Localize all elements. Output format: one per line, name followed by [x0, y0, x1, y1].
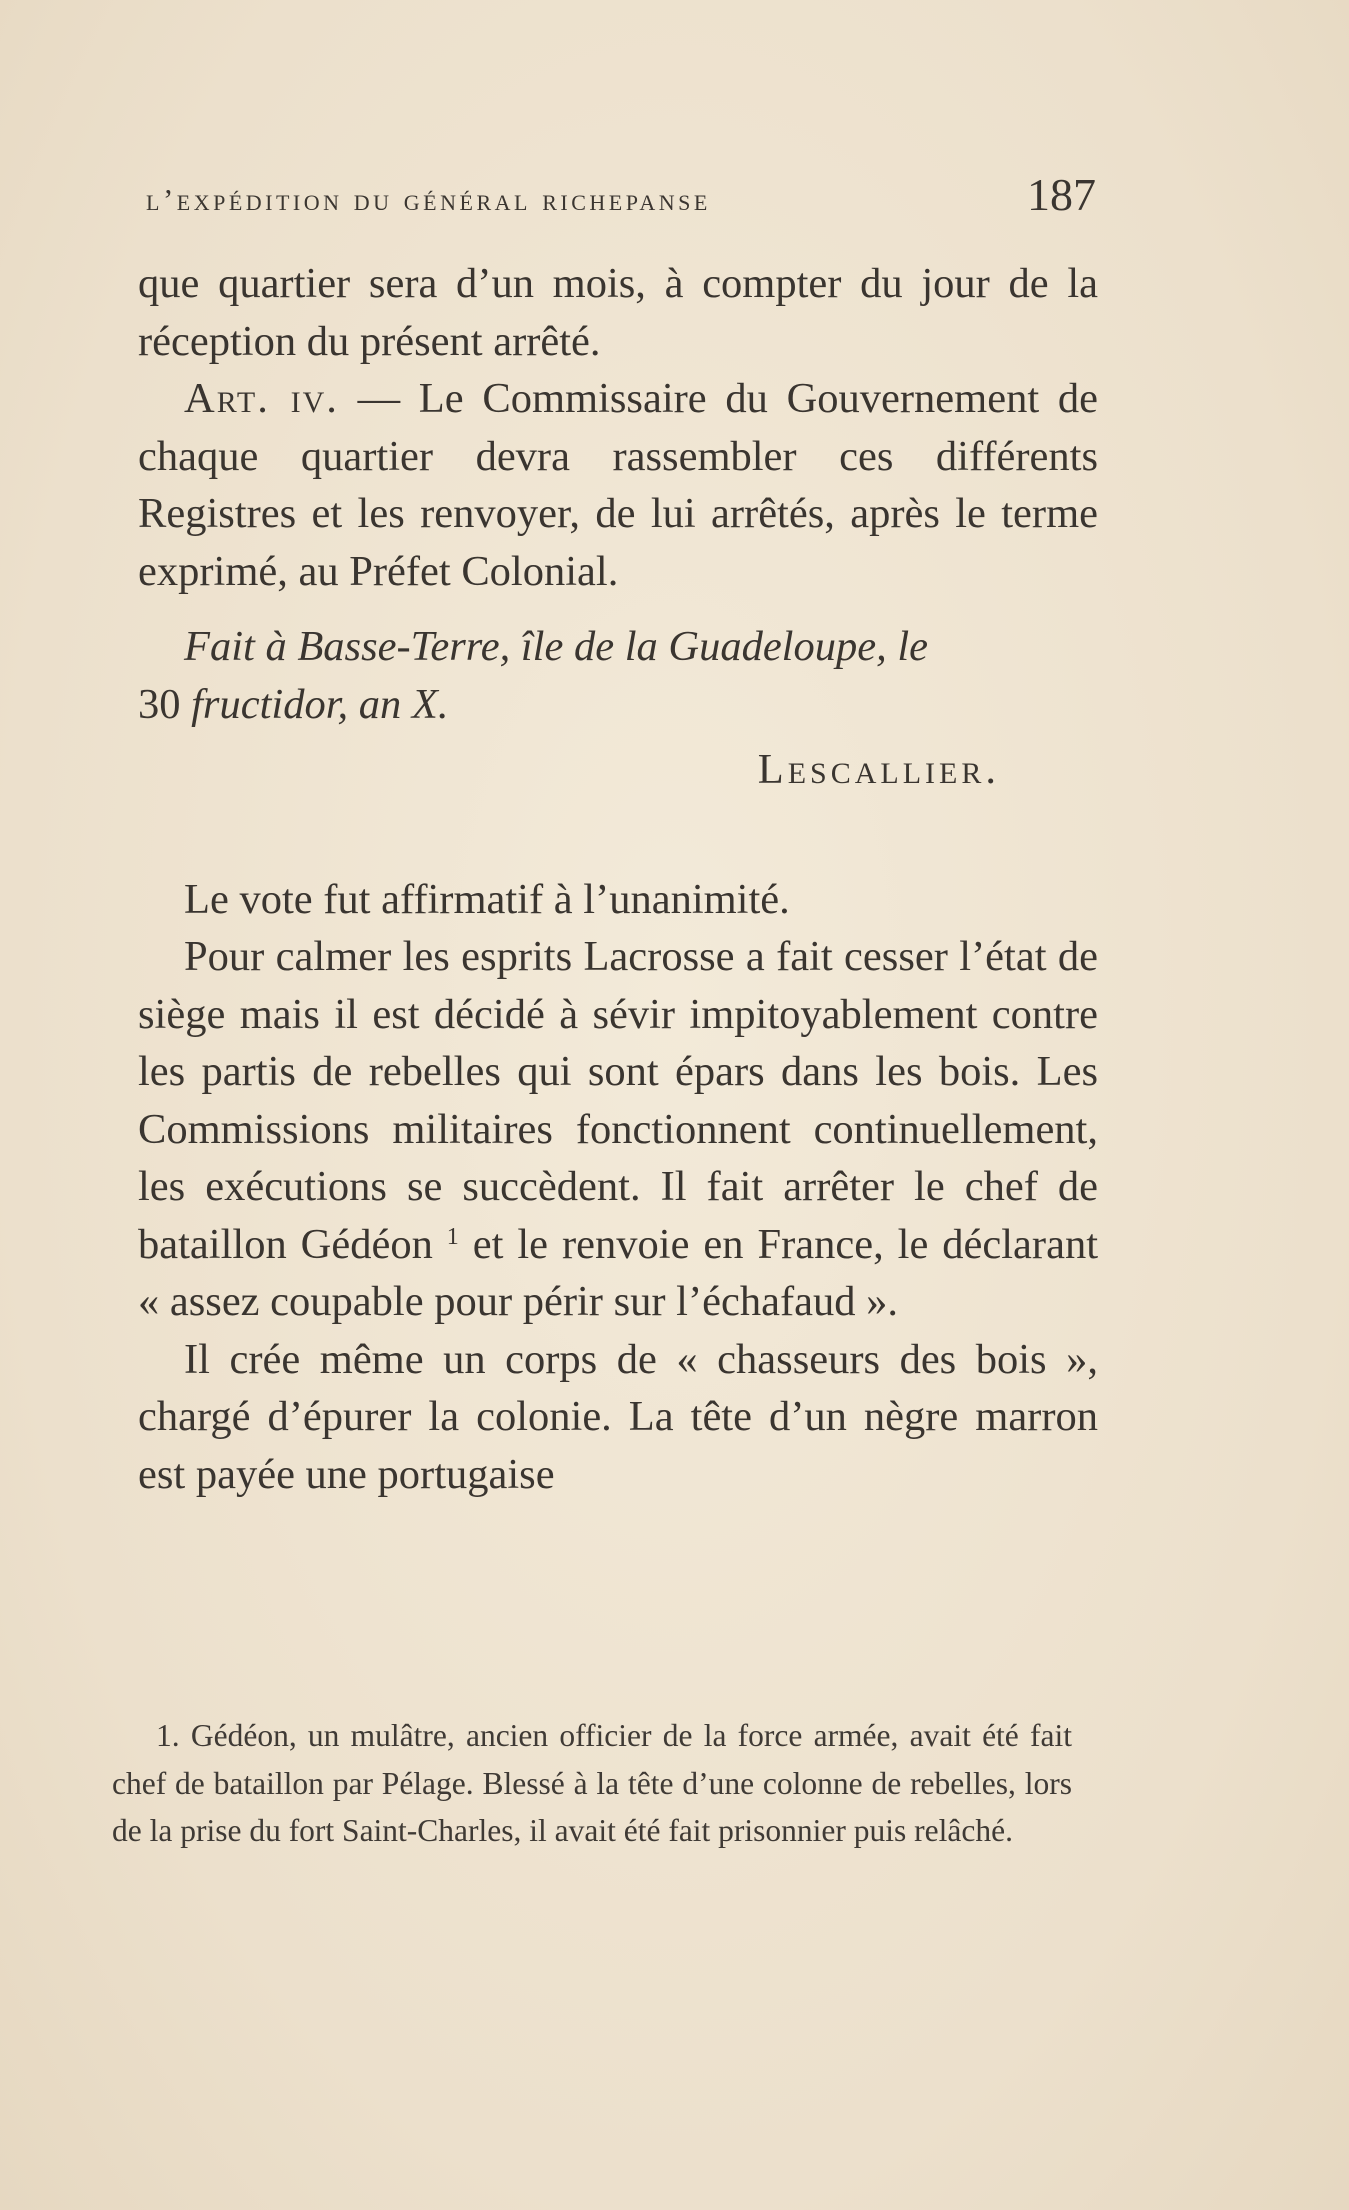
article-iv — [138, 370, 1098, 600]
paragraph-lacrosse — [138, 928, 1098, 1331]
paragraph-vote: Le vote fut affirmatif à l’unanimité. — [184, 875, 790, 923]
article-heading: Art. iv. — [184, 375, 339, 422]
paragraph-lacrosse-tail: et le renvoie en France, le déclarant « assez coupable pour périr sur l’échafaud ». — [138, 1220, 1098, 1325]
footnote-1: 1. Gédéon, un mulâtre, ancien officier de la force armée, avait été fait chef de bataillon par Pélage. Blessé à la tête d’une colonne de rebelles, lors de la prise du fort Saint-Charles, il avait été fait prisonnier puis relâché. — [112, 1718, 1072, 1848]
paragraph-lacrosse-text: Pour calmer les esprits Lacrosse a fait cesser l’état de siège mais il est décidé à sévir impitoyablement contre les partis de rebelles qui sont épars dans les bois. Les Commissions militaires fonctionnent continuellement, les exécutions se succèdent. Il fait arrêter le chef de bataillon Gédéon — [138, 933, 1098, 1268]
signature: Lescallier. — [757, 746, 1000, 793]
paragraph-chasseurs: Il crée même un corps de « chasseurs des bois », chargé d’épurer la colonie. La tête d’un nègre marron est payée une portugaise — [138, 1335, 1098, 1498]
paragraph-continuation: que quartier sera d’un mois, à compter du jour de la réception du présent arrêté. — [138, 260, 1098, 365]
dateline-date: fructidor, an X. — [180, 680, 449, 728]
page-header — [146, 168, 1096, 238]
article-text: — Le Commissaire du Gouvernement de chaque quartier devra rassembler ces différents Registres et les renvoyer, de lui arrêtés, après le terme exprimé, au Préfet Colonial. — [138, 375, 1098, 595]
page-number: 187 — [1027, 169, 1096, 220]
dateline-day: 30 — [138, 680, 181, 728]
main-text — [138, 255, 1098, 1503]
dateline-place: Fait à Basse-Terre, île de la Guadeloupe, le — [184, 623, 929, 670]
dateline — [138, 618, 1098, 733]
footnotes — [112, 1712, 1072, 1855]
running-head: l’expédition du général richepanse — [146, 182, 711, 217]
footnote-reference: 1 — [446, 1223, 459, 1250]
